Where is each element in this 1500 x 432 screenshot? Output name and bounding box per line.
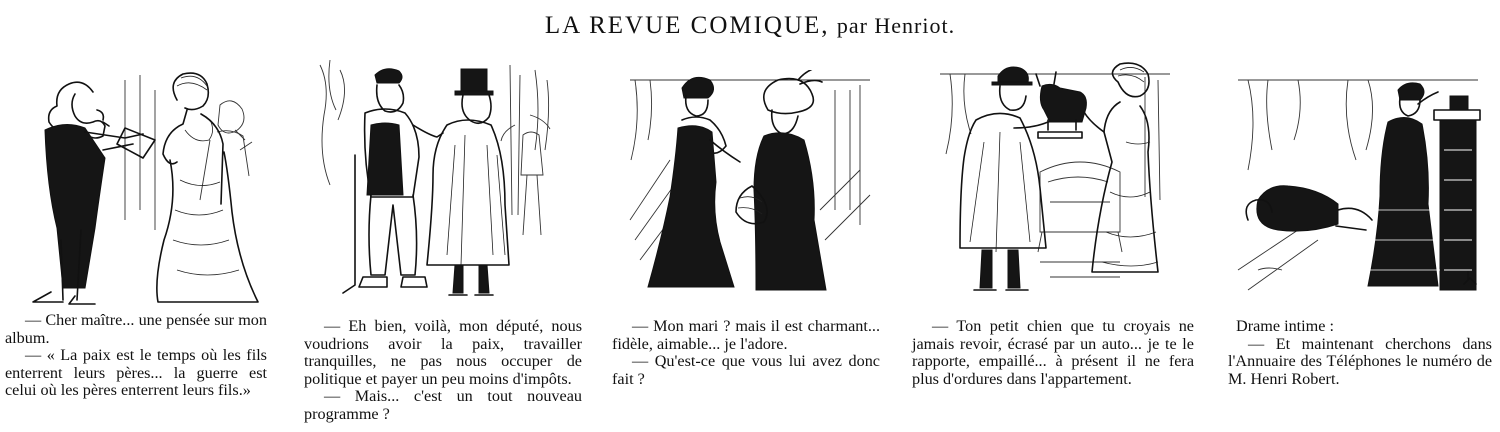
caption-1-line-2: — « La paix est le temps où les fils enterrent leurs pères... la guerre est celui où les pères enterrent leurs fils.»	[5, 346, 267, 399]
caption-3-line-1: — Mon mari ? mais il est charmant... fidèle, aimable... je l'adore.	[612, 317, 880, 353]
caption-4	[912, 318, 1194, 388]
panel-2-illustration	[315, 55, 575, 305]
caption-5	[1228, 318, 1492, 388]
caption-4-line-1: — Ton petit chien que tu croyais ne jamais revoir, écrasé par un auto... je te le rapporte, empaillé... à présent il ne fera plus d'ordures dans l'appartement.	[912, 317, 1194, 388]
title-main: LA REVUE COMIQUE,	[544, 12, 830, 39]
caption-1	[5, 312, 267, 400]
caption-5-line-1: — Et maintenant cherchons dans l'Annuaire des Téléphones le numéro de M. Henri Robert.	[1228, 334, 1492, 388]
caption-3	[612, 318, 880, 388]
page-title	[0, 12, 1500, 40]
panel-4-illustration	[930, 62, 1180, 307]
caption-2-line-1: — Eh bien, voilà, mon député, nous voudrions avoir la paix, travailler tranquilles, ne pas nous occuper de politique et payer un peu moins d'impôts.	[304, 317, 582, 388]
title-byline: par Henriot.	[836, 13, 956, 38]
caption-2	[304, 318, 582, 423]
panel-3-illustration	[620, 70, 880, 295]
panel-1-illustration	[5, 70, 265, 305]
caption-5-heading: Drame intime :	[1236, 317, 1334, 335]
caption-1-line-1: — Cher maître... une pensée sur mon album.	[5, 311, 267, 347]
caption-2-line-2: — Mais... c'est un tout nouveau programme ?	[304, 387, 582, 423]
caption-3-line-2: — Qu'est-ce que vous lui avez donc fait ?	[612, 352, 880, 388]
panel-5-illustration	[1228, 70, 1490, 305]
